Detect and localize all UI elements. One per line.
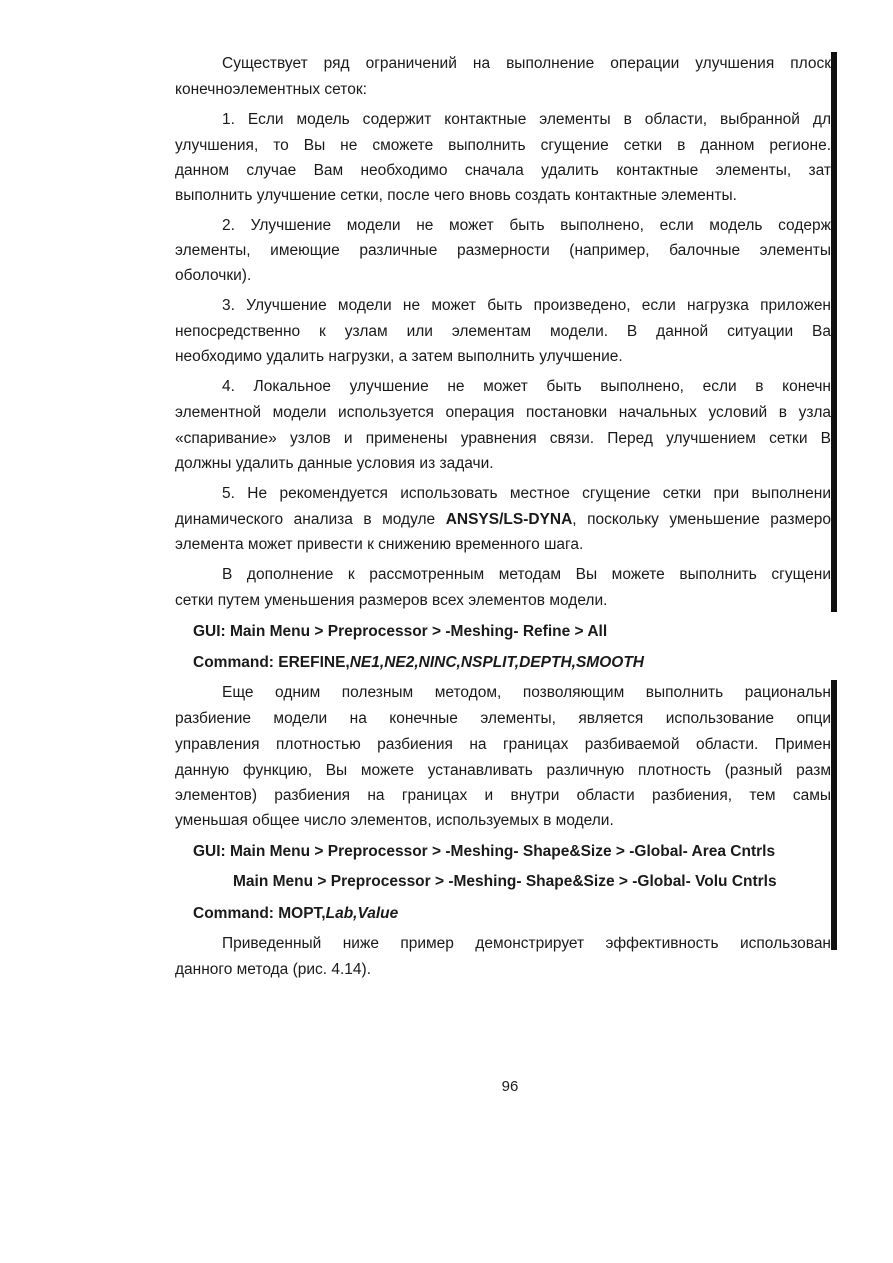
item-3-line: необходимо удалить нагрузки, а затем выполнить улучшение. — [175, 348, 623, 365]
item-5-line: 5. Не рекомендуется использовать местное сгущение сетки при выполнени — [222, 485, 831, 502]
paragraph-example-line: данного метода (рис. 4.14). — [175, 961, 372, 978]
paragraph-addition-line: сетки путем уменьшения размеров всех элементов модели. — [175, 592, 608, 609]
page-number: 96 — [501, 1078, 519, 1095]
paragraph-intro-line: конечноэлементных сеток: — [175, 81, 367, 98]
paragraph-density-line: уменьшая общее число элементов, используемых в модели. — [175, 812, 614, 829]
item-3-line: 3. Улучшение модели не может быть произведено, если нагрузка приложен — [222, 297, 831, 314]
command-name: Command: MOPT, — [193, 905, 326, 922]
paragraph-addition-line: В дополнение к рассмотренным методам Вы можете выполнить сгущени — [222, 566, 831, 583]
item-5-line: элемента может привести к снижению временного шага. — [175, 536, 584, 553]
item-4-line: элементной модели используется операция постановки начальных условий в узла — [175, 404, 831, 421]
paragraph-density-line: данную функцию, Вы можете устанавливать различную плотность (разный разм — [175, 762, 831, 779]
item-4-line: 4. Локальное улучшение не может быть выполнено, если в конечн — [222, 378, 831, 395]
item-1-line: 1. Если модель содержит контактные элементы в области, выбранной дл — [222, 111, 831, 128]
item-5-text: динамического анализа в модуле — [175, 511, 446, 528]
command-mopt — [193, 904, 833, 924]
item-1-line: выполнить улучшение сетки, после чего вновь создать контактные элементы. — [175, 187, 737, 204]
item-1-line: данном случае Вам необходимо сначала удалить контактные элементы, зат — [175, 162, 831, 179]
item-5-text: , поскольку уменьшение размеро — [572, 511, 831, 528]
command-erefine — [193, 653, 833, 673]
command-args: NE1,NE2,NINC,NSPLIT,DEPTH,SMOOTH — [349, 654, 644, 671]
item-4-line: должны удалить данные условия из задачи. — [175, 455, 494, 472]
command-args: Lab,Value — [325, 905, 399, 922]
item-2-line: элементы, имеющие различные размерности (например, балочные элементы — [175, 242, 831, 259]
paragraph-density-line: Еще одним полезным методом, позволяющим выполнить рациональн — [222, 684, 831, 701]
item-1-line: улучшения, то Вы не сможете выполнить сгущение сетки в данном регионе. — [175, 137, 831, 154]
paragraph-density-line: элементов) разбиения на границах и внутри области разбиения, тем самы — [175, 787, 831, 804]
item-5-line — [175, 510, 831, 530]
item-4-line: «спаривание» узлов и применены уравнения связи. Перед улучшением сетки В — [175, 430, 831, 447]
item-3-line: непосредственно к узлам или элементам модели. В данной ситуации Ва — [175, 323, 831, 340]
paragraph-intro-line: Существует ряд ограничений на выполнение операции улучшения плоск — [222, 55, 831, 72]
paragraph-density-line: разбиение модели на конечные элементы, является использование опци — [175, 710, 831, 727]
gui-path-refine: GUI: Main Menu > Preprocessor > -Meshing- Refine > All — [193, 623, 608, 640]
product-name: ANSYS/LS-DYNA — [445, 511, 573, 528]
paragraph-example-line: Приведенный ниже пример демонстрирует эффективность использован — [222, 935, 831, 952]
command-name: Command: EREFINE, — [193, 654, 350, 671]
gui-path-area-cntrls: GUI: Main Menu > Preprocessor > -Meshing- Shape&Size > -Global- Area Cntrls — [193, 843, 776, 860]
gui-path-volu-cntrls: Main Menu > Preprocessor > -Meshing- Shape&Size > -Global- Volu Cntrls — [233, 873, 777, 890]
item-2-line: оболочки). — [175, 267, 252, 284]
paragraph-density-line: управления плотностью разбиения на границах разбиваемой области. Примен — [175, 736, 831, 753]
item-2-line: 2. Улучшение модели не может быть выполнено, если модель содерж — [222, 217, 831, 234]
